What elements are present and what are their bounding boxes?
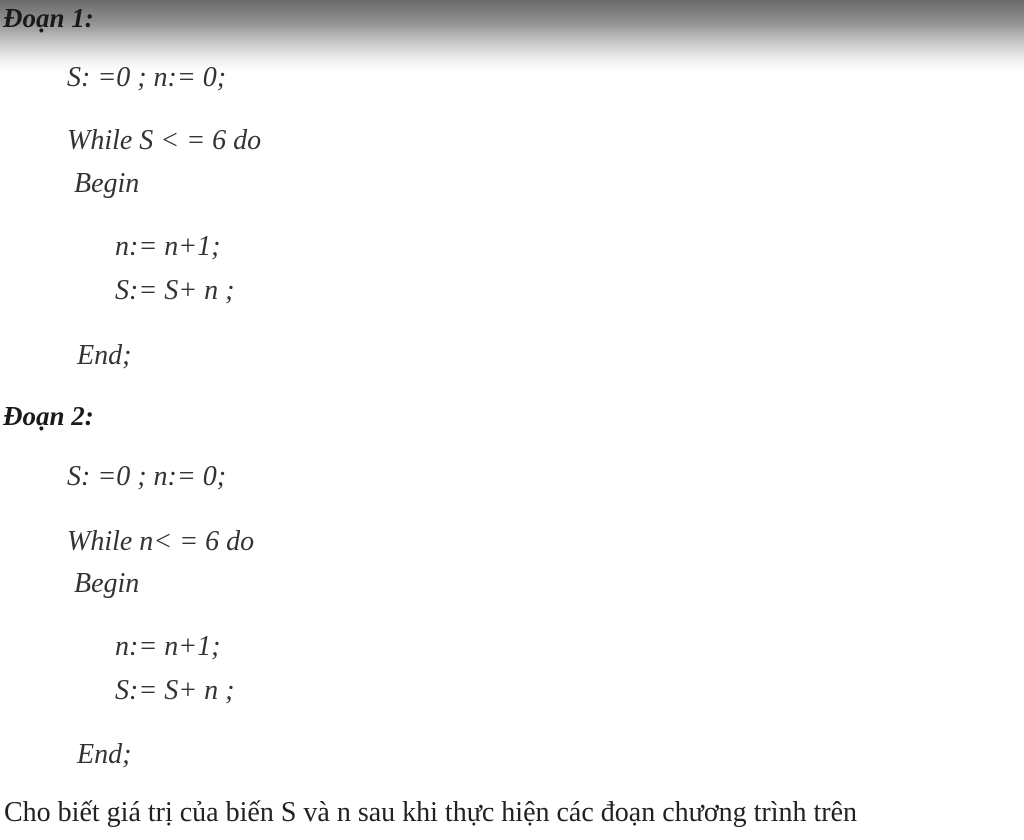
segment2-stmt-s-line: S:= S+ n ; xyxy=(115,675,235,706)
segment2-stmt-n-line: n:= n+1; xyxy=(115,631,221,662)
segment2-begin-line: Begin xyxy=(74,568,140,599)
segment2-end-line: End; xyxy=(77,739,132,770)
segment2-init-line: S: =0 ; n:= 0; xyxy=(67,461,227,492)
segment1-stmt-n-line: n:= n+1; xyxy=(115,231,221,262)
segment1-stmt-s-line: S:= S+ n ; xyxy=(115,275,235,306)
segment1-init-line: S: =0 ; n:= 0; xyxy=(67,62,227,93)
segment1-end-line: End; xyxy=(77,340,132,371)
question-text: Cho biết giá trị của biến S và n sau khi thực hiện các đoạn chương trình trên xyxy=(4,797,858,828)
segment2-heading: Đoạn 2: xyxy=(3,401,94,431)
segment1-while-line: While S < = 6 do xyxy=(67,125,262,156)
segment1-heading: Đoạn 1: xyxy=(3,3,94,33)
segment1-begin-line: Begin xyxy=(74,168,140,199)
segment2-while-line: While n< = 6 do xyxy=(67,526,255,557)
